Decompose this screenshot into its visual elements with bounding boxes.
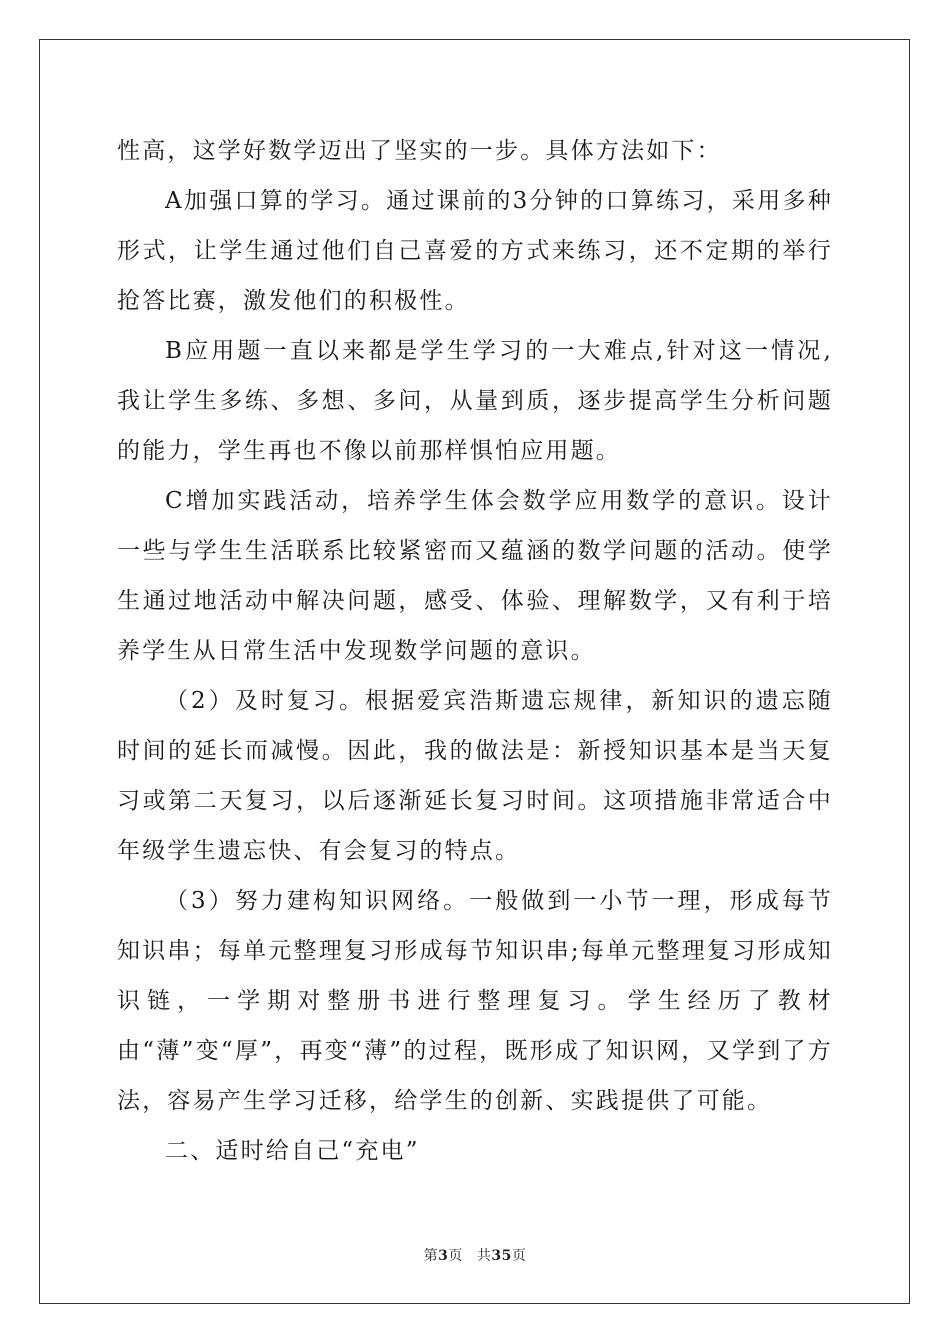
paragraph-timely-review: （2）及时复习。根据爱宾浩斯遗忘规律，新知识的遗忘随时间的延长而减慢。因此，我的做法是：新授知识基本是当天复习或第二天复习，以后逐渐延长复习时间。这项措施非常适合中年级学生遗忘快、有会复习的特点。	[117, 688, 833, 864]
document-body	[117, 126, 833, 1176]
page-footer	[0, 1245, 950, 1265]
section-heading: 二、适时给自己“充电”	[165, 1138, 420, 1164]
total-prefix: 共	[476, 1248, 492, 1264]
paragraph-continuation: 性高，这学好数学迈出了坚实的一步。具体方法如下：	[117, 138, 722, 164]
page-suffix: 页	[448, 1248, 463, 1264]
total-suffix: 页	[511, 1248, 527, 1264]
page-number: 3	[438, 1248, 449, 1264]
paragraph-knowledge-network: （3）努力建构知识网络。一般做到一小节一理，形成每节知识串；每单元整理复习形成每节知识串;每单元整理复习形成知识链，一学期对整册书进行整理复习。学生经历了教材由“薄”变“厚”，再变“薄”的过程，既形成了知识网，又学到了方法，容易产生学习迁移，给学生的创新、实践提供了可能。	[117, 888, 833, 1114]
paragraph-item-a: A加强口算的学习。通过课前的3分钟的口算练习，采用多种形式，让学生通过他们自己喜爱的方式来练习，还不定期的举行抢答比赛，激发他们的积极性。	[117, 188, 833, 314]
paragraph-item-b: B应用题一直以来都是学生学习的一大难点,针对这一情况,我让学生多练、多想、多问，从量到质，逐步提高学生分析问题的能力，学生再也不像以前那样惧怕应用题。	[117, 338, 833, 464]
total-pages: 35	[491, 1248, 512, 1264]
paragraph-item-c: C增加实践活动，培养学生体会数学应用数学的意识。设计一些与学生生活联系比较紧密而又蕴涵的数学问题的活动。使学生通过地活动中解决问题，感受、体验、理解数学，又有利于培养学生从日常生活中发现数学问题的意识。	[117, 488, 833, 664]
page-prefix: 第	[423, 1248, 439, 1264]
